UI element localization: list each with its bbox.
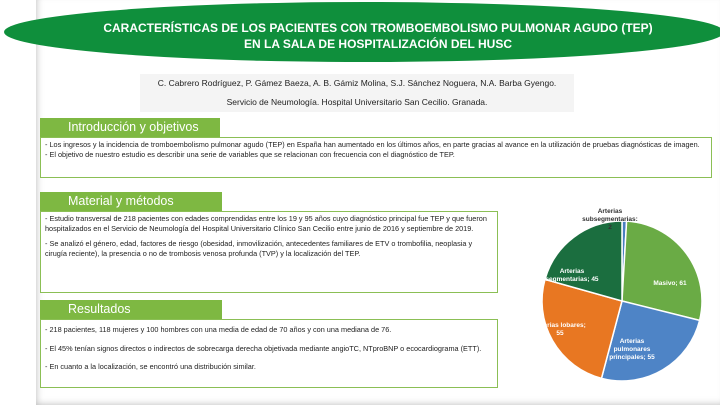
title-line-1: CARACTERÍSTICAS DE LOS PACIENTES CON TROMBOEMBOLISMO PULMONAR AGUDO (TEP) <box>103 21 653 35</box>
location-pie-chart <box>520 205 710 390</box>
pie-data-label: Arterias segmentarias; 45 <box>545 268 599 283</box>
pie-data-label: Arterias pulmonares principales; 55 <box>609 338 655 361</box>
methods-box <box>40 211 498 293</box>
methods-header: Material y métodos <box>40 192 222 211</box>
results-paragraph-2: - El 45% tenían signos directos o indirectos de sobrecarga derecha objetivada mediante angioTC, NTproBNP o ecocardiograma (ETT). <box>45 343 482 353</box>
methods-paragraph-1: - Estudio transversal de 218 pacientes con edades comprendidas entre los 19 y 95 años cuyo diagnóstico principal fue TEP y que fueron hospitalizados en el Servicio de Neumología del Hospital Universitario Clínico San Cecilio entre junio de 2016 y septiembre de 2019. <box>45 214 487 233</box>
intro-paragraph-2: - El objetivo de nuestro estudio es describir una serie de variables que se relacionan con frecuencia con el diagnóstico de TEP. <box>45 149 455 159</box>
intro-box <box>40 137 712 178</box>
results-paragraph-1: - 218 pacientes, 118 mujeres y 100 hombres con una media de edad de 70 años y con una mediana de 76. <box>45 325 392 334</box>
results-box <box>40 319 498 388</box>
title-line-2: EN LA SALA DE HOSPITALIZACIÓN DEL HUSC <box>243 37 512 51</box>
poster-title <box>40 20 716 52</box>
authors-affiliation: Servicio de Neumología. Hospital Universitario San Cecilio. Granada. <box>226 97 488 107</box>
pie-data-label: Masivo; 61 <box>653 280 687 287</box>
pie-data-label: Arterias subsegmentarias: 2 <box>582 208 638 231</box>
intro-header: Introducción y objetivos <box>40 118 220 137</box>
results-paragraph-3: - En cuanto a la localización, se encontró una distribución similar. <box>45 362 256 372</box>
authors-block <box>140 74 574 112</box>
pie-data-label: Arterias lobares; 55 <box>534 322 586 337</box>
methods-paragraph-2: - Se analizó el género, edad, factores de riesgo (obesidad, inmovilización, antecedentes familiares de ETV o trombofilia, neoplasia y cirugía reciente), la presencia o no de trombosis venosa profunda (TVP) y la localización del TEP. <box>45 239 473 258</box>
authors-names: C. Cabrero Rodríguez, P. Gámez Baeza, A. B. Gámiz Molina, S.J. Sánchez Noguera, N.A. Barba Gyengo. <box>157 78 557 88</box>
intro-paragraph-1: - Los ingresos y la incidencia de tromboembolismo pulmonar agudo (TEP) en España han aumentado en los últimos años, en parte gracias al avance en la utilización de pruebas diagnósticas de imagen. <box>45 140 700 149</box>
results-header: Resultados <box>40 300 222 319</box>
